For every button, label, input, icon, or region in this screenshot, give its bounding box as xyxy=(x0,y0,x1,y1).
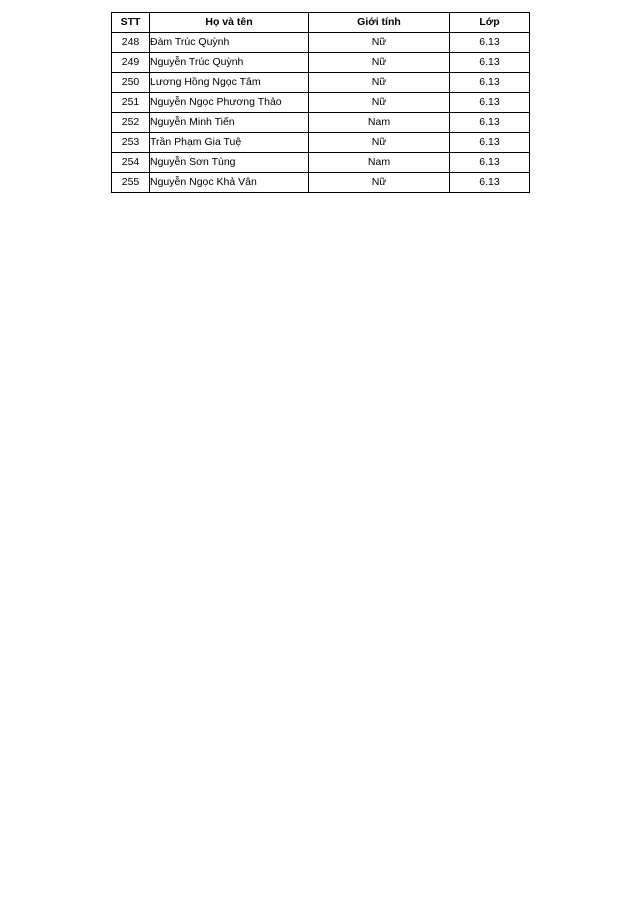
cell-gender: Nữ xyxy=(309,133,450,153)
table-row xyxy=(112,133,530,153)
cell-stt: 254 xyxy=(112,153,150,173)
cell-class: 6.13 xyxy=(450,113,530,133)
cell-stt: 252 xyxy=(112,113,150,133)
cell-stt: 249 xyxy=(112,53,150,73)
cell-stt: 251 xyxy=(112,93,150,113)
cell-class: 6.13 xyxy=(450,33,530,53)
cell-name: Nguyễn Ngọc Khả Vân xyxy=(150,173,309,193)
cell-gender: Nam xyxy=(309,153,450,173)
cell-gender: Nữ xyxy=(309,93,450,113)
student-roster-table xyxy=(111,12,530,193)
table-row xyxy=(112,153,530,173)
cell-class: 6.13 xyxy=(450,93,530,113)
cell-name: Nguyễn Trúc Quỳnh xyxy=(150,53,309,73)
table-header-row xyxy=(112,13,530,33)
cell-stt: 255 xyxy=(112,173,150,193)
table-row xyxy=(112,33,530,53)
cell-name: Đàm Trúc Quỳnh xyxy=(150,33,309,53)
table-row xyxy=(112,173,530,193)
cell-gender: Nữ xyxy=(309,33,450,53)
cell-class: 6.13 xyxy=(450,173,530,193)
header-stt: STT xyxy=(112,13,150,33)
cell-name: Nguyễn Minh Tiến xyxy=(150,113,309,133)
cell-gender: Nam xyxy=(309,113,450,133)
cell-name: Nguyễn Sơn Tùng xyxy=(150,153,309,173)
cell-gender: Nữ xyxy=(309,73,450,93)
cell-gender: Nữ xyxy=(309,173,450,193)
table-row xyxy=(112,73,530,93)
header-name: Họ và tên xyxy=(150,13,309,33)
header-class: Lớp xyxy=(450,13,530,33)
cell-stt: 248 xyxy=(112,33,150,53)
cell-class: 6.13 xyxy=(450,133,530,153)
header-gender: Giới tính xyxy=(309,13,450,33)
cell-class: 6.13 xyxy=(450,73,530,93)
table-row xyxy=(112,93,530,113)
cell-stt: 253 xyxy=(112,133,150,153)
cell-name: Lương Hồng Ngọc Tâm xyxy=(150,73,309,93)
cell-name: Nguyễn Ngọc Phương Thảo xyxy=(150,93,309,113)
table-row xyxy=(112,113,530,133)
cell-stt: 250 xyxy=(112,73,150,93)
cell-name: Trần Phạm Gia Tuệ xyxy=(150,133,309,153)
cell-gender: Nữ xyxy=(309,53,450,73)
cell-class: 6.13 xyxy=(450,153,530,173)
cell-class: 6.13 xyxy=(450,53,530,73)
table-row xyxy=(112,53,530,73)
